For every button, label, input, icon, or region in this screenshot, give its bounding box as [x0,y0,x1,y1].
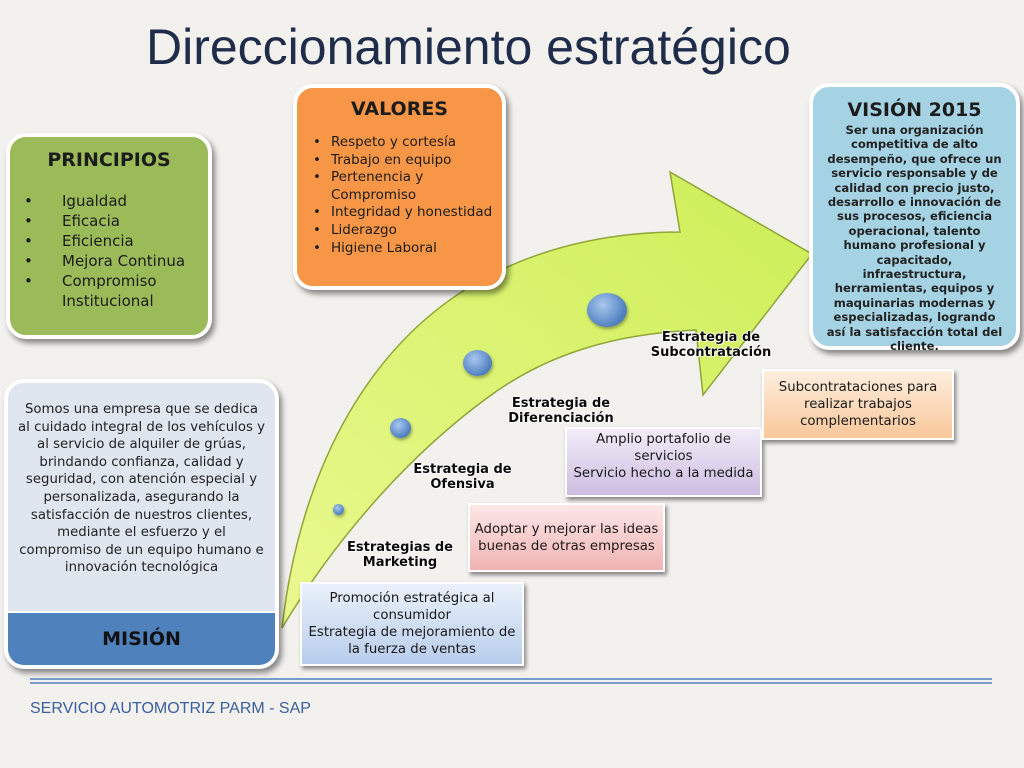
strategy-box-ofensiva: Adoptar y mejorar las ideas buenas de otras empresas [468,503,665,572]
valor-item: • Higiene Laboral [313,240,502,258]
valores-card [293,84,506,290]
footer-text: SERVICIO AUTOMOTRIZ PARM - SAP [30,700,311,717]
strategy-label-marketing: Estrategias de Marketing [347,540,453,570]
footer-divider [30,678,992,680]
valor-item: • Respeto y cortesía [313,134,502,152]
principio-item: • Eficiencia [24,231,208,251]
mision-label: MISIÓN [8,611,275,665]
milestone-dot [463,350,492,376]
principio-item: • Igualdad [24,191,208,211]
principios-card [6,133,212,339]
valor-item: • Pertenencia y Compromiso [313,169,502,204]
strategy-box-subcontratacion: Subcontrataciones para realizar trabajos complementarios [762,369,954,440]
principio-item: • Compromiso Institucional [24,271,208,311]
milestone-dot [587,293,627,327]
strategy-label-ofensiva: Estrategia de Ofensiva [413,462,512,492]
strategy-box-marketing: Promoción estratégica al consumidor Estrategia de mejoramiento de la fuerza de ventas [300,582,524,666]
page-title: Direccionamiento estratégico [146,19,791,75]
milestone-dot [390,418,411,438]
mision-card [4,379,279,669]
strategy-label-diferenciacion: Estrategia de Diferenciación [508,396,614,426]
valor-item: • Trabajo en equipo [313,152,502,170]
valor-item: • Integridad y honestidad [313,204,502,222]
valores-heading: VALORES [351,98,448,120]
vision-card [809,83,1020,354]
principios-heading: PRINCIPIOS [47,149,171,171]
principio-item: • Eficacia [24,211,208,231]
valor-item: • Liderazgo [313,222,502,240]
mision-text: Somos una empresa que se dedica al cuidado integral de los vehículos y al servicio de alquiler de grúas, brindando confianza, calidad y seguridad, con atención especial y personalizada, asegurando la satisfacción de nuestros clientes, mediante el esfuerzo y el compromiso de un equipo humano e innovación tecnológica [18,402,265,576]
vision-heading: VISIÓN 2015 [847,99,982,121]
strategy-label-subcontratacion: Estrategia de Subcontratación [650,330,772,360]
strategy-box-diferenciacion: Amplio portafolio de servicios Servicio hecho a la medida [565,427,762,497]
principio-item: • Mejora Continua [24,251,208,271]
milestone-dot [333,504,344,515]
vision-text: Ser una organización competitiva de alto desempeño, que ofrece un servicio responsable y de calidad con precio justo, desarrollo e innovación de sus procesos, eficiencia operacional, talento humano profesional y capacitado, infraestructura, herramientas, equipos y maquinarias modernas y especializadas, logrando así la satisfacción total del cliente. [826,123,1003,354]
footer-divider [30,682,992,684]
